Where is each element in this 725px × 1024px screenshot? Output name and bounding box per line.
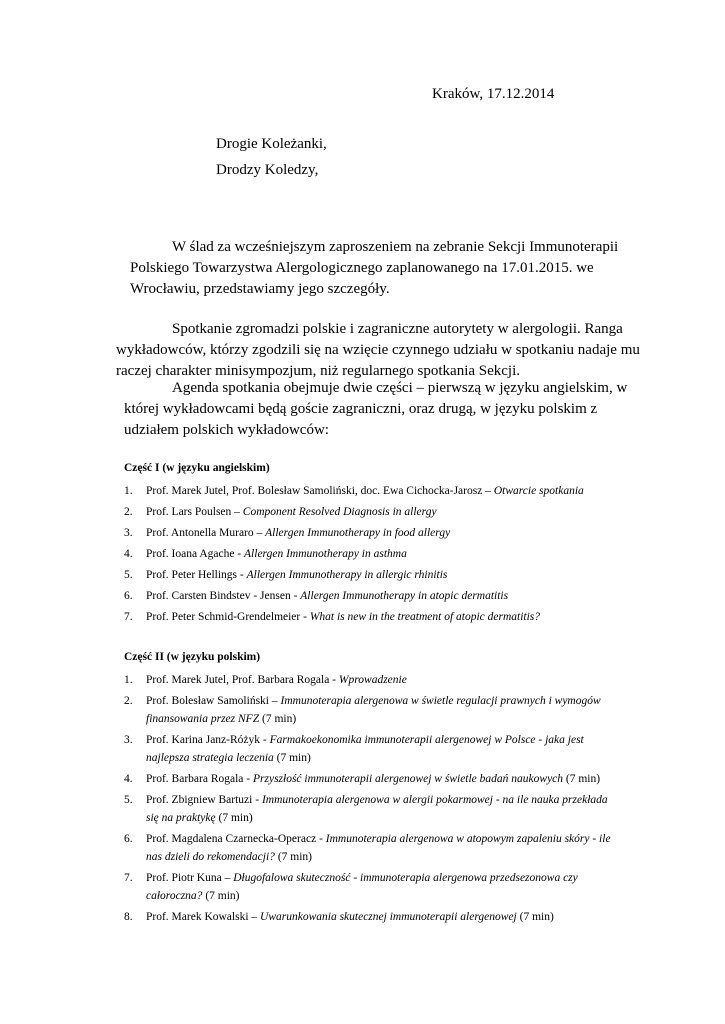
agenda-item-title: Allergen Immunotherapy in atopic dermatitis xyxy=(300,590,509,602)
letter-date: Kraków, 17.12.2014 xyxy=(432,86,555,102)
agenda-item xyxy=(124,671,611,689)
agenda-item-speakers: Prof. Barbara Rogala - xyxy=(146,773,253,785)
part-1-agenda-list xyxy=(124,482,584,629)
agenda-item xyxy=(124,791,611,827)
agenda-item-speakers: Prof. Bolesław Samoliński – xyxy=(146,695,281,707)
intro-line: Polskiego Towarzystwa Alergologicznego zaplanowanego na 17.01.2015. we xyxy=(130,260,594,276)
agenda-item xyxy=(124,587,584,605)
agenda-item-title: Przyszłość immunoterapii alergenowej w świetle badań naukowych xyxy=(252,773,564,785)
agenda-item-number: 6. xyxy=(124,833,133,845)
agenda-item-number: 1. xyxy=(124,485,133,497)
intro-line: Wrocławiu, przedstawiamy jego szczegóły. xyxy=(130,281,390,297)
part-2-title: Część II (w języku polskim) xyxy=(124,651,261,663)
agenda-item-number: 1. xyxy=(124,674,133,686)
agenda-item xyxy=(124,869,611,905)
agenda-item-title: Component Resolved Diagnosis in allergy xyxy=(242,506,437,518)
agenda-item-duration: (7 min) xyxy=(563,773,601,785)
agenda-item-title: Długofalowa skuteczność - immunoterapia alergenowa przedsezonowa czy xyxy=(233,872,578,884)
agenda-item-number: 2. xyxy=(124,695,133,707)
agenda-item xyxy=(124,692,611,728)
agenda-item-number: 4. xyxy=(124,773,133,785)
agenda-item-continuation xyxy=(146,887,611,905)
agenda-item-speakers: Prof. Lars Poulsen – xyxy=(146,506,243,518)
agenda-item-title-continued: najlepsza strategia leczenia xyxy=(146,752,274,764)
agenda-item-speakers: Prof. Peter Schmid-Grendelmeier - xyxy=(146,611,310,623)
agenda-item-number: 2. xyxy=(124,506,133,518)
agenda-item-title: Immunoterapia alergenowa w atopowym zapaleniu skóry - ile xyxy=(325,833,611,845)
agenda-line: udziałem polskich wykładowców: xyxy=(124,422,329,438)
agenda-item-title: Uwarunkowania skutecznej immunoterapii alergenowej xyxy=(260,911,517,923)
agenda-item-number: 5. xyxy=(124,569,133,581)
agenda-item-title: Allergen Immunotherapy in asthma xyxy=(244,548,407,560)
agenda-item xyxy=(124,608,584,626)
agenda-item-title: Wprowadzenie xyxy=(338,674,407,686)
agenda-item-title: What is new in the treatment of atopic dermatitis? xyxy=(309,611,541,623)
agenda-line: Agenda spotkania obejmuje dwie części – pierwszą w języku angielskim, w xyxy=(172,380,628,396)
part-1-title: Część I (w języku angielskim) xyxy=(124,462,270,474)
agenda-item-speakers: Prof. Magdalena Czarnecka-Operacz - xyxy=(146,833,326,845)
agenda-item-number: 7. xyxy=(124,611,133,623)
agenda-item-speakers: Prof. Antonella Muraro – xyxy=(146,527,266,539)
agenda-item-title: Otwarcie spotkania xyxy=(493,485,584,497)
agenda-item-number: 3. xyxy=(124,734,133,746)
agenda-item-title-continued: nas dzieli do rekomendacji? xyxy=(146,851,275,863)
agenda-item-speakers: Prof. Karina Janz-Różyk - xyxy=(146,734,270,746)
agenda-item-duration: (7 min) xyxy=(273,752,311,764)
intro-line: W ślad za wcześniejszym zaproszeniem na zebranie Sekcji Immunoterapii xyxy=(172,239,619,255)
speakers-line: Spotkanie zgromadzi polskie i zagraniczne autorytety w alergologii. Ranga xyxy=(172,321,623,337)
agenda-item-continuation xyxy=(146,848,611,866)
agenda-item-speakers: Prof. Zbigniew Bartuzi - xyxy=(146,794,262,806)
agenda-item-title: Farmakoekonomika immunoterapii alergenowej w Polsce - jaka jest xyxy=(269,734,584,746)
agenda-item-title: Allergen Immunotherapy in allergic rhinitis xyxy=(246,569,448,581)
agenda-item-title-continued: całoroczna? xyxy=(146,890,203,902)
agenda-item-title: Immunoterapia alergenowa w świetle regulacji prawnych i wymogów xyxy=(280,695,601,707)
agenda-item-duration: (7 min) xyxy=(274,851,312,863)
agenda-item-speakers: Prof. Marek Jutel, Prof. Barbara Rogala - xyxy=(146,674,339,686)
salutation-line-1: Drogie Koleżanki, xyxy=(216,136,327,152)
agenda-item-speakers: Prof. Marek Kowalski – xyxy=(146,911,261,923)
agenda-item-number: 3. xyxy=(124,527,133,539)
agenda-item xyxy=(124,566,584,584)
agenda-item-number: 6. xyxy=(124,590,133,602)
agenda-item-number: 5. xyxy=(124,794,133,806)
intro-paragraph xyxy=(130,237,618,300)
agenda-item-speakers: Prof. Piotr Kuna – xyxy=(146,872,234,884)
agenda-item-speakers: Prof. Ioana Agache - xyxy=(146,548,245,560)
agenda-item xyxy=(124,503,584,521)
agenda-item-duration: (7 min) xyxy=(259,713,297,725)
agenda-item xyxy=(124,908,611,926)
agenda-item-speakers: Prof. Peter Hellings - xyxy=(146,569,247,581)
agenda-item xyxy=(124,731,611,767)
agenda-item-duration: (7 min) xyxy=(215,812,253,824)
agenda-item-speakers: Prof. Carsten Bindstev - Jensen - xyxy=(146,590,301,602)
part-2-agenda-list xyxy=(124,671,611,929)
speakers-line: raczej charakter minisympozjum, niż regularnego spotkania Sekcji. xyxy=(116,363,521,379)
agenda-item-title: Immunoterapia alergenowa w alergii pokarmowej - na ile nauka przekłada xyxy=(261,794,608,806)
agenda-item-continuation xyxy=(146,710,611,728)
speakers-paragraph xyxy=(116,319,640,382)
agenda-item-title-continued: finansowania przez NFZ xyxy=(146,713,260,725)
agenda-paragraph xyxy=(124,378,627,441)
agenda-item-title: Allergen Immunotherapy in food allergy xyxy=(265,527,451,539)
agenda-item-number: 7. xyxy=(124,872,133,884)
speakers-line: wykładowców, którzy zgodzili się na wzięcie czynnego udziału w spotkaniu nadaje mu xyxy=(116,342,640,358)
salutation-line-2: Drodzy Koledzy, xyxy=(216,162,319,178)
agenda-item-continuation xyxy=(146,809,611,827)
agenda-item-number: 4. xyxy=(124,548,133,560)
agenda-item-speakers: Prof. Marek Jutel, Prof. Bolesław Samoliński, doc. Ewa Cichocka-Jarosz – xyxy=(146,485,494,497)
agenda-item-title-continued: się na praktykę xyxy=(146,812,216,824)
agenda-item xyxy=(124,524,584,542)
agenda-line: której wykładowcami będą goście zagraniczni, oraz drugą, w języku polskim z xyxy=(124,401,598,417)
agenda-item-number: 8. xyxy=(124,911,133,923)
agenda-item xyxy=(124,482,584,500)
agenda-item xyxy=(124,770,611,788)
agenda-item-continuation xyxy=(146,749,611,767)
agenda-item-duration: (7 min) xyxy=(202,890,240,902)
agenda-item xyxy=(124,545,584,563)
agenda-item-duration: (7 min) xyxy=(516,911,554,923)
agenda-item xyxy=(124,830,611,866)
